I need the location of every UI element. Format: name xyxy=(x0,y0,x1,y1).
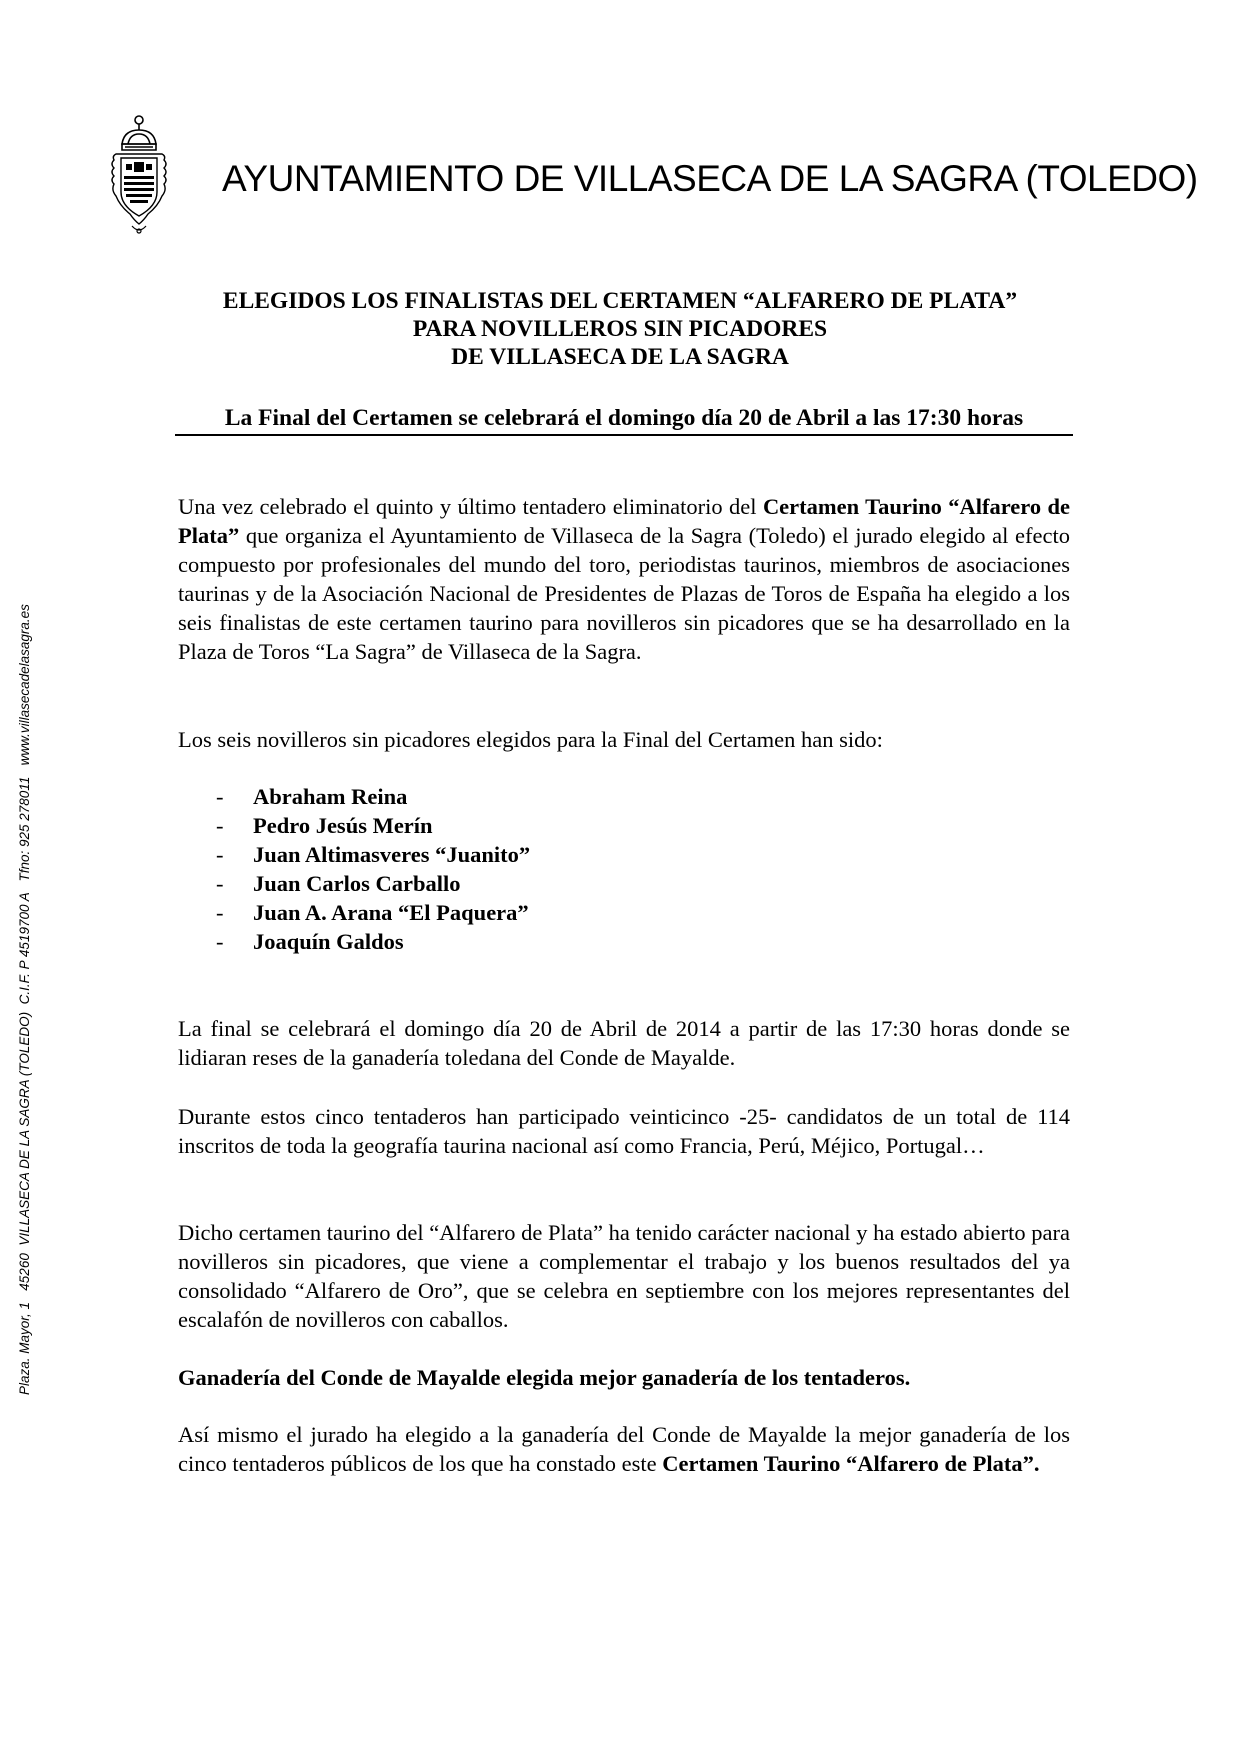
paragraph-final-date: La final se celebrará el domingo día 20 de Abril de 2014 a partir de las 17:30 horas donde se lidiaran reses de la ganadería toledana del Conde de Mayalde. xyxy=(178,1016,1070,1070)
list-item xyxy=(216,811,530,840)
headline-line-3: DE VILLASECA DE LA SAGRA xyxy=(451,344,789,370)
list-item xyxy=(216,782,530,811)
paragraph-ganaderia xyxy=(178,1420,1070,1478)
list-dash: - xyxy=(216,871,224,896)
paragraph-ganaderia-bold: Certamen Taurino “Alfarero de Plata”. xyxy=(662,1451,1040,1476)
list-item xyxy=(216,898,530,927)
paragraph-intro-start: Una vez celebrado el quinto y último tentadero eliminatorio del xyxy=(178,494,763,519)
list-dash: - xyxy=(216,784,224,809)
headline xyxy=(0,287,1240,371)
finalists-list xyxy=(216,782,530,956)
list-dash: - xyxy=(216,900,224,925)
municipal-crest-icon xyxy=(104,110,174,236)
municipality-title: AYUNTAMIENTO DE VILLASECA DE LA SAGRA (TOLEDO) xyxy=(222,158,1198,199)
list-dash: - xyxy=(216,813,224,838)
finalist-name: Juan Altimasveres “Juanito” xyxy=(253,842,531,867)
side-address-text: Plaza. Mayor, 1 45260 VILLASECA DE LA SAGRA (TOLEDO) C.I.F. P 4519700 A Tfno: 925 278011 www.villasecadelasagra.es xyxy=(17,604,32,1395)
finalist-name: Pedro Jesús Merín xyxy=(253,813,433,838)
finalist-name: Joaquín Galdos xyxy=(253,929,404,954)
paragraph-participants: Durante estos cinco tentaderos han participado veinticinco -25- candidatos de un total de 114 inscritos de toda la geografía taurina nacional así como Francia, Perú, Méjico, Portugal… xyxy=(178,1104,1070,1158)
paragraph-intro xyxy=(178,492,1070,666)
paragraph-intro-end: que organiza el Ayuntamiento de Villaseca de la Sagra (Toledo) el jurado elegido al efecto compuesto por profesionales del mundo del toro, periodistas taurinos, miembros de asociaciones taurinas y de la Asociación Nacional de Presidentes de Plazas de Toros de España ha elegido a los seis finalistas de este certamen taurino para novilleros sin picadores que se ha desarrollado en la Plaza de Toros “La Sagra” de Villaseca de la Sagra. xyxy=(178,523,1070,664)
list-dash: - xyxy=(216,842,224,867)
headline-line-2: PARA NOVILLEROS SIN PICADORES xyxy=(412,316,828,342)
list-item xyxy=(216,927,530,956)
list-item xyxy=(216,869,530,898)
paragraph-certamen-character: Dicho certamen taurino del “Alfarero de Plata” ha tenido carácter nacional y ha estado abierto para novilleros sin picadores, que viene a complementar el trabajo y los buenos resultados del ya consolidado “Alfarero de Oro”, que se celebra en septiembre con los mejores representantes del escalafón de novilleros con caballos. xyxy=(178,1220,1070,1332)
finalist-name: Juan Carlos Carballo xyxy=(253,871,461,896)
subheadline: La Final del Certamen se celebrará el domingo día 20 de Abril a las 17:30 horas xyxy=(175,403,1073,436)
paragraph-finalists-intro: Los seis novilleros sin picadores elegidos para la Final del Certamen han sido: xyxy=(178,727,883,752)
paragraph-ganaderia-start: Así mismo el jurado ha elegido a la ganadería del Conde de Mayalde la mejor ganadería de los cinco tentaderos públicos de los que ha constado este xyxy=(178,1422,1070,1476)
finalist-name: Juan A. Arana “El Paquera” xyxy=(253,900,529,925)
list-dash: - xyxy=(216,929,224,954)
section-heading-ganaderia: Ganadería del Conde de Mayalde elegida mejor ganadería de los tentaderos. xyxy=(178,1365,911,1390)
finalist-name: Abraham Reina xyxy=(253,784,408,809)
list-item xyxy=(216,840,530,869)
paragraph-intro-bold: Certamen Taurino “Alfarero de Plata” xyxy=(178,494,1070,548)
headline-line-1: ELEGIDOS LOS FINALISTAS DEL CERTAMEN “ALFARERO DE PLATA” xyxy=(222,288,1018,314)
